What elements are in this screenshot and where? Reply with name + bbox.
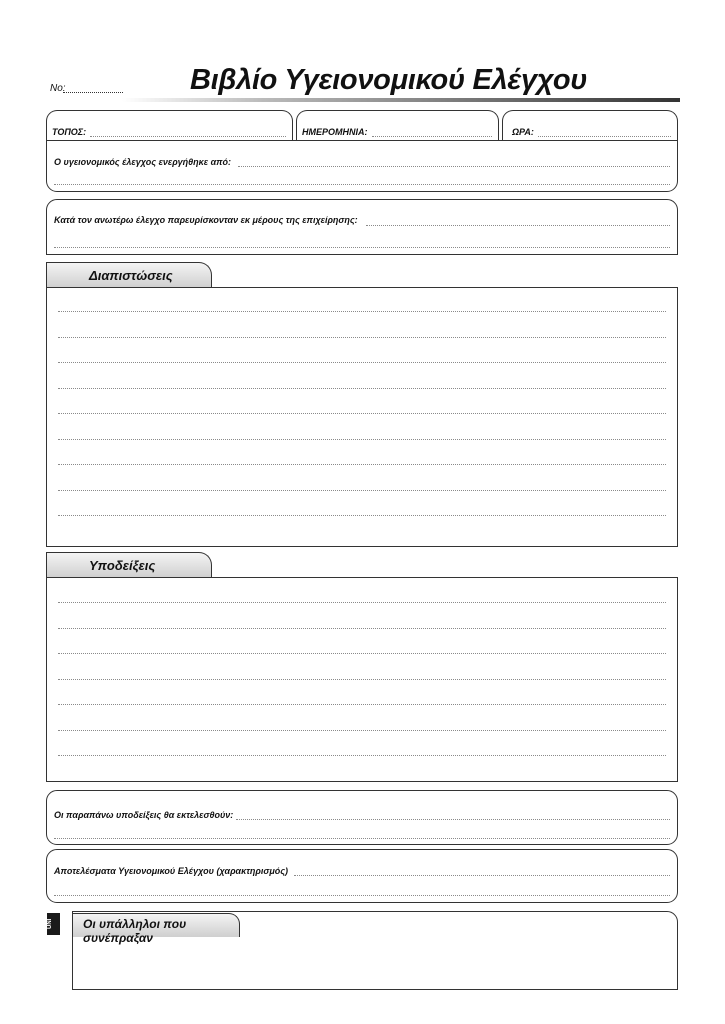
ruled-line: [58, 388, 666, 389]
number-field[interactable]: [63, 92, 123, 93]
page-title: Βιβλίο Υγειονομικού Ελέγχου: [190, 64, 588, 96]
results-dots-1: [294, 875, 670, 876]
date-dots: [372, 136, 492, 137]
uni-logo: UNI: [47, 913, 60, 935]
results-dots-2: [54, 895, 670, 896]
staff-tab: Οι υπάλληλοι που συνέπραξαν: [72, 913, 240, 937]
ruled-line: [58, 337, 666, 338]
presence-label: Κατά τον ανωτέρω έλεγχο παρευρίσκονταν εκ μέρους της επιχείρησης:: [54, 215, 358, 225]
performed-by-dots-2: [54, 184, 670, 185]
ruled-line: [58, 679, 666, 680]
findings-tab: Διαπιστώσεις: [46, 262, 212, 288]
ruled-line: [58, 464, 666, 465]
execution-dots-2: [54, 838, 670, 839]
performed-by-dots-1: [238, 166, 670, 167]
findings-box[interactable]: [46, 287, 678, 547]
presence-dots-2: [54, 247, 670, 248]
ruled-line: [58, 602, 666, 603]
ruled-line: [58, 413, 666, 414]
title-underline-bar: [122, 98, 680, 102]
ruled-line: [58, 730, 666, 731]
instructions-box[interactable]: [46, 577, 678, 782]
results-label: Αποτελέσματα Υγειονομικού Ελέγχου (χαρακτηρισμός): [54, 866, 289, 876]
ruled-line: [58, 515, 666, 516]
ruled-line: [58, 755, 666, 756]
instructions-tab: Υποδείξεις: [46, 552, 212, 578]
ruled-line: [58, 653, 666, 654]
ruled-line: [58, 311, 666, 312]
execution-dots-1: [236, 819, 670, 820]
time-label: ΩΡΑ:: [512, 127, 534, 137]
place-dots: [90, 136, 286, 137]
execution-label: Οι παραπάνω υποδείξεις θα εκτελεσθούν:: [54, 810, 234, 820]
presence-dots-1: [366, 225, 670, 226]
ruled-line: [58, 628, 666, 629]
time-dots: [538, 136, 671, 137]
date-label: ΗΜΕΡΟΜΗΝΙΑ:: [302, 127, 368, 137]
ruled-line: [58, 362, 666, 363]
ruled-line: [58, 439, 666, 440]
number-label: No:: [50, 83, 66, 94]
ruled-line: [58, 704, 666, 705]
ruled-line: [58, 490, 666, 491]
performed-by-label: Ο υγειονομικός έλεγχος ενεργήθηκε από:: [54, 157, 232, 167]
place-label: ΤΟΠΟΣ:: [52, 127, 87, 137]
